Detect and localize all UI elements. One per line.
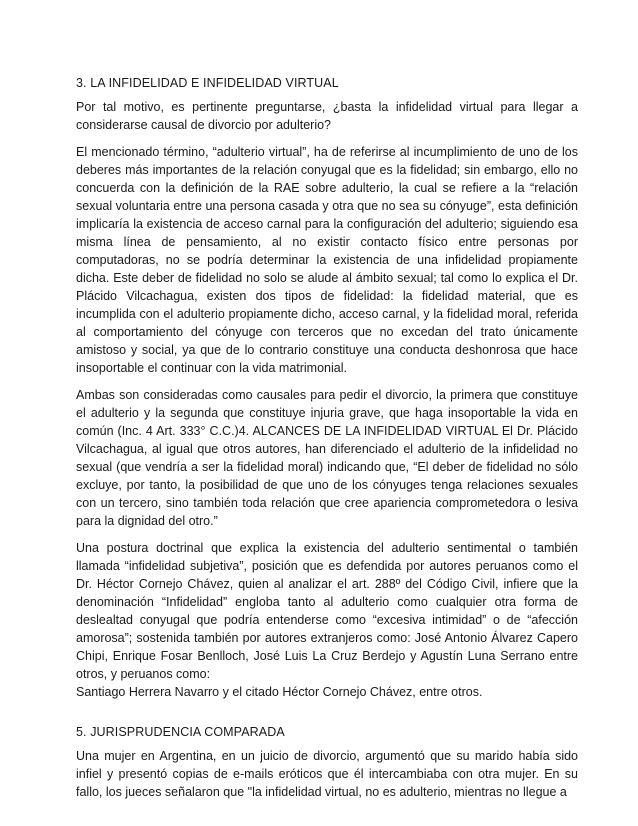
paragraph-3: Ambas son consideradas como causales para pedir el divorcio, la primera que constituye el adulterio y la segunda que constituye injuria grave, que haga insoportable la vida en común (Inc. 4 Art. 333° C.C.)4. ALCANCES DE LA INFIDELIDAD VIRTUAL El Dr. Plácido Vilcachagua, al igual que otros autores, han diferenciado el adulterio de la infidelidad no sexual (que vendría a ser la fidelidad moral) indicando que, “El deber de fidelidad no sólo excluye, por tanto, la posibilidad de que uno de los cónyuges tenga relaciones sexuales con un tercero, sino también toda relación que cree apariencia comprometedora o lesiva para la dignidad del otro.” [76,388,578,528]
paragraph-4-text: Una postura doctrinal que explica la existencia del adulterio sentimental o también llamada “infidelidad subjetiva”, posición que es defendida por autores peruanos como el Dr. Héctor Cornejo Chávez, quien al analizar el art. 288º del Código Civil, infiere que la denominación “Infidelidad” engloba tanto al adulterio como cualquier otra forma de deslealtad conyugal que podría entenderse como “excesiva intimidad” o de “afección amorosa”; sostenida también por autores extranjeros como: José Antonio Álvarez Capero Chipi, Enrique Fosar Benlloch, José Luis La Cruz Berdejo y Agustín Luna Serrano entre otros, y peruanos como: [76,541,578,681]
paragraph-1: Por tal motivo, es pertinente preguntarse, ¿basta la infidelidad virtual para llegar a considerarse causal de divorcio por adulterio? [76,100,578,132]
section-5-title: 5. JURISPRUDENCIA COMPARADA [76,725,285,739]
paragraph-2: El mencionado término, “adulterio virtual”, ha de referirse al incumplimiento de uno de los deberes más importantes de la relación conyugal que es la fidelidad; sin embargo, ello no concuerda con la definición de la RAE sobre adulterio, la cual se refiere a la “relación sexual voluntaria entre una persona casada y otra que no sea su cónyuge”, esta definición implicaría la existencia de acceso carnal para la configuración del adulterio; siguiendo esa misma línea de pensamiento, al no existir contacto físico entre personas por computadoras, no se podría determinar la existencia de una infidelidad propiamente dicha. Este deber de fidelidad no solo se alude al ámbito sexual; tal como lo explica el Dr. Plácido Vilcachagua, existen dos tipos de fidelidad: la fidelidad material, que es incumplida con el adulterio propiamente dicho, acceso carnal, y la fidelidad moral, referida al comportamiento del cónyuge con terceros que no excedan del trato únicamente amistoso y social, ya que de lo contrario constituye una conducta deshonrosa que hace insoportable el continuar con la vida matrimonial. [76,145,578,375]
paragraph-4-last-line: Santiago Herrera Navarro y el citado Héctor Cornejo Chávez, entre otros. [76,685,483,699]
section-3-title: 3. LA INFIDELIDAD E INFIDELIDAD VIRTUAL [76,76,339,90]
paragraph-4 [76,539,578,701]
paragraph-5: Una mujer en Argentina, en un juicio de divorcio, argumentó que su marido había sido infiel y presentó copias de e-mails eróticos que él intercambiaba con otra mujer. En su fallo, los jueces señalaron que "la infidelidad virtual, no es adulterio, mientras no llegue a [76,749,578,799]
document-body [76,74,578,810]
